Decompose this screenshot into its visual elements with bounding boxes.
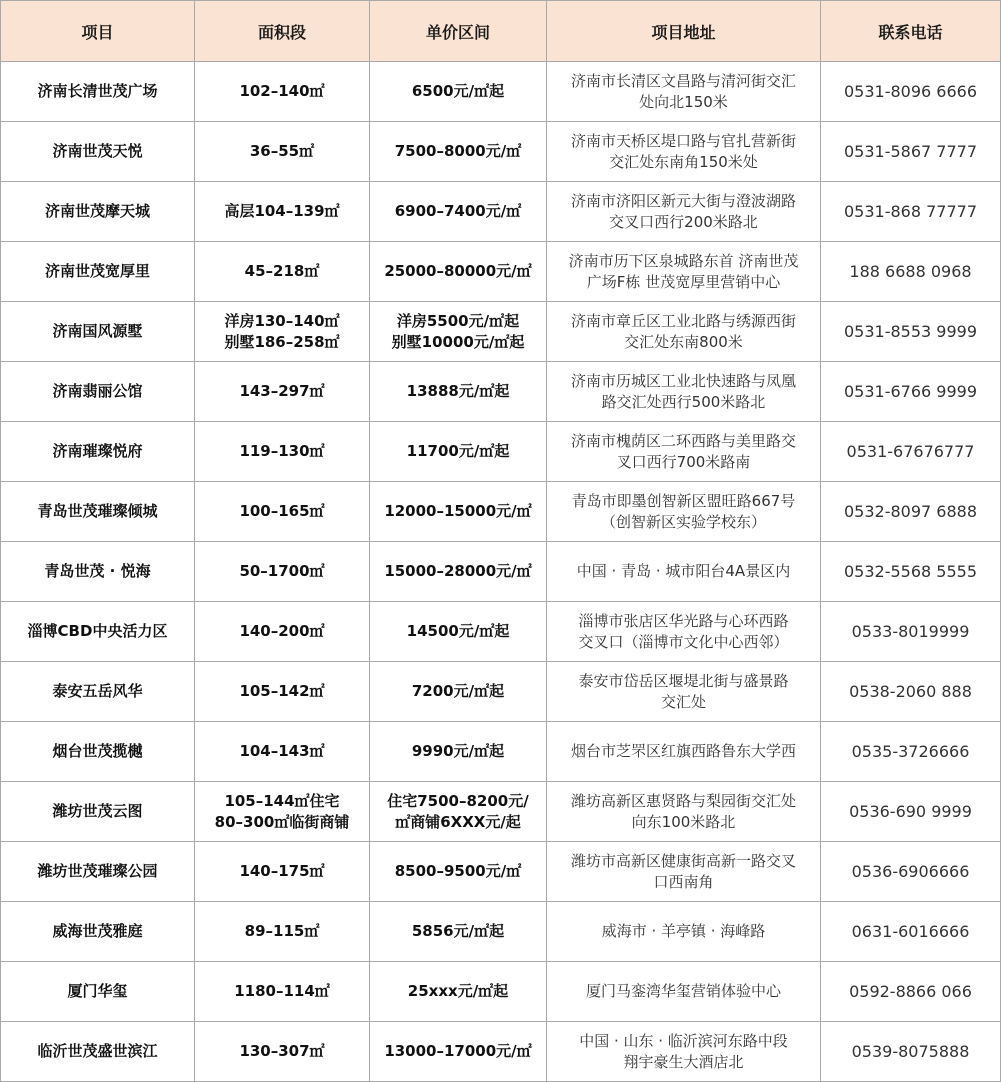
price-cell-text: 25xxx元/㎡起 <box>407 982 509 1000</box>
area-cell-text: 130–307㎡ <box>239 1042 325 1060</box>
area-cell-text: 36–55㎡ <box>249 142 315 160</box>
project-name-cell-text: 济南国风源墅 <box>52 322 143 340</box>
area-cell <box>195 722 370 782</box>
price-cell <box>370 662 547 722</box>
price-cell-text: 25000–80000元/㎡ <box>384 262 532 280</box>
area-cell-text: 102–140㎡ <box>239 82 325 100</box>
price-cell-text: 7200元/㎡起 <box>411 682 505 700</box>
project-name-cell <box>1 62 195 122</box>
header-project: 项目 <box>1 1 195 62</box>
table-row <box>1 602 1001 662</box>
price-cell <box>370 242 547 302</box>
table-row <box>1 782 1001 842</box>
price-cell-text: 11700元/㎡起 <box>406 442 510 460</box>
header-area: 面积段 <box>195 1 370 62</box>
project-name-cell-text: 青岛世茂璀璨倾城 <box>37 502 158 520</box>
project-name-cell <box>1 962 195 1022</box>
phone-cell <box>821 542 1001 602</box>
address-cell <box>547 662 821 722</box>
table-row <box>1 722 1001 782</box>
phone-cell <box>821 722 1001 782</box>
phone-cell <box>821 662 1001 722</box>
table-row <box>1 482 1001 542</box>
price-cell <box>370 782 547 842</box>
address-cell-text: 济南市济阳区新元大街与澄波湖路 交叉口西行200米路北 <box>570 191 796 231</box>
area-cell <box>195 422 370 482</box>
phone-cell <box>821 62 1001 122</box>
table-header <box>1 1 1001 62</box>
area-cell-text: 143–297㎡ <box>239 382 325 400</box>
address-cell <box>547 542 821 602</box>
phone-cell-text: 0536-690 9999 <box>849 802 972 821</box>
address-cell <box>547 242 821 302</box>
address-cell-text: 济南市历城区工业北快速路与凤凰 路交汇处西行500米路北 <box>570 371 796 411</box>
project-name-cell-text: 潍坊世茂云图 <box>52 802 143 820</box>
address-cell-text: 泰安市岱岳区堰堤北街与盛景路 交汇处 <box>578 671 789 711</box>
project-name-cell-text: 济南世茂宽厚里 <box>44 262 150 280</box>
phone-cell <box>821 602 1001 662</box>
price-cell <box>370 62 547 122</box>
address-cell <box>547 182 821 242</box>
phone-cell <box>821 902 1001 962</box>
area-cell <box>195 782 370 842</box>
address-cell-text: 济南市槐荫区二环西路与美里路交 叉口西行700米路南 <box>570 431 796 471</box>
area-cell-text: 45–218㎡ <box>244 262 320 280</box>
address-cell-text: 烟台市芝罘区红旗西路鲁东大学西 <box>570 742 796 760</box>
area-cell <box>195 662 370 722</box>
area-cell <box>195 362 370 422</box>
price-cell <box>370 902 547 962</box>
price-cell <box>370 422 547 482</box>
area-cell <box>195 1022 370 1082</box>
table-row <box>1 62 1001 122</box>
area-cell-text: 140–175㎡ <box>239 862 325 880</box>
price-cell <box>370 842 547 902</box>
area-cell-text: 105–144㎡住宅 80–300㎡临街商铺 <box>214 791 350 831</box>
table-row <box>1 962 1001 1022</box>
address-cell <box>547 962 821 1022</box>
phone-cell-text: 0631-6016666 <box>851 922 970 941</box>
area-cell-text: 119–130㎡ <box>239 442 325 460</box>
project-name-cell-text: 烟台世茂揽樾 <box>52 742 143 760</box>
header-price: 单价区间 <box>370 1 547 62</box>
phone-cell <box>821 362 1001 422</box>
project-name-cell <box>1 242 195 302</box>
address-cell-text: 中国 · 山东 · 临沂滨河东路中段 翔宇豪生大酒店北 <box>579 1031 788 1071</box>
phone-cell <box>821 962 1001 1022</box>
address-cell <box>547 362 821 422</box>
project-name-cell <box>1 182 195 242</box>
project-name-cell-text: 济南世茂天悦 <box>52 142 143 160</box>
address-cell-text: 济南市天桥区堤口路与官扎营新街 交汇处东南角150米处 <box>570 131 796 171</box>
table-row <box>1 542 1001 602</box>
project-name-cell-text: 济南翡丽公馆 <box>52 382 143 400</box>
phone-cell <box>821 422 1001 482</box>
phone-cell <box>821 1022 1001 1082</box>
address-cell <box>547 422 821 482</box>
project-name-cell-text: 临沂世茂盛世滨江 <box>37 1042 158 1060</box>
address-cell-text: 青岛市即墨创智新区盟旺路667号 （创智新区实验学校东） <box>571 491 796 531</box>
area-cell-text: 50–1700㎡ <box>239 562 325 580</box>
table-row <box>1 182 1001 242</box>
area-cell <box>195 962 370 1022</box>
phone-cell-text: 0536-6906666 <box>851 862 970 881</box>
phone-cell-text: 0533-8019999 <box>851 622 970 641</box>
project-name-cell-text: 厦门华玺 <box>67 982 128 1000</box>
area-cell-text: 104–143㎡ <box>239 742 325 760</box>
address-cell-text: 济南市长清区文昌路与清河街交汇 处向北150米 <box>570 71 796 111</box>
table-row <box>1 662 1001 722</box>
project-name-cell <box>1 1022 195 1082</box>
area-cell-text: 100–165㎡ <box>239 502 325 520</box>
price-cell-text: 住宅7500–8200元/ ㎡商铺6XXX元/起 <box>387 791 529 831</box>
phone-cell-text: 0531-868 77777 <box>843 202 977 221</box>
table-body <box>1 62 1001 1082</box>
area-cell <box>195 122 370 182</box>
price-cell <box>370 182 547 242</box>
project-name-cell-text: 泰安五岳风华 <box>52 682 143 700</box>
phone-cell-text: 0531-8553 9999 <box>843 322 977 341</box>
table-row <box>1 422 1001 482</box>
price-cell-text: 14500元/㎡起 <box>406 622 510 640</box>
project-name-cell <box>1 542 195 602</box>
project-name-cell <box>1 362 195 422</box>
project-name-cell <box>1 902 195 962</box>
area-cell <box>195 902 370 962</box>
phone-cell <box>821 182 1001 242</box>
price-cell-text: 13000–17000元/㎡ <box>384 1042 532 1060</box>
table-row <box>1 902 1001 962</box>
project-name-cell-text: 济南璀璨悦府 <box>52 442 143 460</box>
address-cell-text: 济南市章丘区工业北路与绣源西街 交汇处东南800米 <box>570 311 796 351</box>
phone-cell <box>821 122 1001 182</box>
header-row <box>1 1 1001 62</box>
address-cell-text: 潍坊市高新区健康街高新一路交叉 口西南角 <box>570 851 796 891</box>
price-cell-text: 7500–8000元/㎡ <box>394 142 522 160</box>
phone-cell <box>821 482 1001 542</box>
project-name-cell-text: 淄博CBD中央活力区 <box>27 622 168 640</box>
address-cell-text: 淄博市张店区华光路与心环西路 交叉口（淄博市文化中心西邻） <box>578 611 789 651</box>
price-cell <box>370 722 547 782</box>
address-cell <box>547 722 821 782</box>
project-name-cell <box>1 722 195 782</box>
address-cell <box>547 782 821 842</box>
address-cell <box>547 482 821 542</box>
price-cell <box>370 962 547 1022</box>
price-cell-text: 9990元/㎡起 <box>411 742 505 760</box>
phone-cell-text: 0531-5867 7777 <box>843 142 977 161</box>
address-cell <box>547 602 821 662</box>
price-cell-text: 5856元/㎡起 <box>411 922 505 940</box>
address-cell-text: 厦门马銮湾华玺营销体验中心 <box>585 982 781 1000</box>
address-cell <box>547 302 821 362</box>
project-name-cell <box>1 122 195 182</box>
price-cell <box>370 362 547 422</box>
area-cell <box>195 602 370 662</box>
area-cell-text: 140–200㎡ <box>239 622 325 640</box>
address-cell <box>547 842 821 902</box>
price-cell-text: 洋房5500元/㎡起 别墅10000元/㎡起 <box>391 311 525 351</box>
area-cell-text: 洋房130–140㎡ 别墅186–258㎡ <box>224 311 340 351</box>
project-name-cell-text: 青岛世茂 · 悦海 <box>44 562 151 580</box>
header-address: 项目地址 <box>547 1 821 62</box>
project-name-cell <box>1 422 195 482</box>
area-cell <box>195 182 370 242</box>
project-name-cell <box>1 662 195 722</box>
address-cell-text: 济南市历下区泉城路东首 济南世茂 广场F栋 世茂宽厚里营销中心 <box>568 251 799 291</box>
area-cell-text: 1180–114㎡ <box>234 982 330 1000</box>
price-cell <box>370 122 547 182</box>
phone-cell <box>821 242 1001 302</box>
area-cell-text: 89–115㎡ <box>244 922 320 940</box>
address-cell <box>547 62 821 122</box>
phone-cell-text: 0535-3726666 <box>851 742 970 761</box>
area-cell-text: 高层104–139㎡ <box>224 202 340 220</box>
phone-cell-text: 0532-8097 6888 <box>843 502 977 521</box>
area-cell <box>195 542 370 602</box>
table-row <box>1 302 1001 362</box>
price-cell <box>370 302 547 362</box>
price-cell-text: 15000–28000元/㎡ <box>384 562 532 580</box>
price-cell-text: 6500元/㎡起 <box>411 82 505 100</box>
table-row <box>1 242 1001 302</box>
phone-cell-text: 0532-5568 5555 <box>843 562 977 581</box>
address-cell-text: 潍坊高新区惠贤路与梨园街交汇处 向东100米路北 <box>570 791 796 831</box>
project-name-cell-text: 济南世茂摩天城 <box>44 202 150 220</box>
price-cell <box>370 542 547 602</box>
phone-cell-text: 0531-8096 6666 <box>843 82 977 101</box>
address-cell-text: 威海市 · 羊亭镇 · 海峰路 <box>601 922 766 940</box>
project-name-cell-text: 济南长清世茂广场 <box>37 82 158 100</box>
area-cell <box>195 842 370 902</box>
project-name-cell-text: 潍坊世茂璀璨公园 <box>37 862 158 880</box>
area-cell <box>195 242 370 302</box>
price-cell-text: 12000–15000元/㎡ <box>384 502 532 520</box>
phone-cell-text: 0539-8075888 <box>851 1042 970 1061</box>
project-name-cell <box>1 602 195 662</box>
address-cell <box>547 1022 821 1082</box>
address-cell <box>547 902 821 962</box>
project-name-cell <box>1 482 195 542</box>
area-cell <box>195 302 370 362</box>
phone-cell <box>821 842 1001 902</box>
phone-cell <box>821 302 1001 362</box>
price-cell-text: 13888元/㎡起 <box>406 382 510 400</box>
table-row <box>1 362 1001 422</box>
address-cell <box>547 122 821 182</box>
price-cell <box>370 1022 547 1082</box>
phone-cell-text: 0538-2060 888 <box>849 682 972 701</box>
price-cell-text: 8500–9500元/㎡ <box>394 862 522 880</box>
header-phone: 联系电话 <box>821 1 1001 62</box>
price-cell-text: 6900–7400元/㎡ <box>394 202 522 220</box>
project-name-cell <box>1 782 195 842</box>
price-cell <box>370 602 547 662</box>
table-row <box>1 122 1001 182</box>
table-row <box>1 842 1001 902</box>
area-cell <box>195 62 370 122</box>
area-cell-text: 105–142㎡ <box>239 682 325 700</box>
address-cell-text: 中国 · 青岛 · 城市阳台4A景区内 <box>576 562 791 580</box>
project-name-cell <box>1 302 195 362</box>
project-name-cell <box>1 842 195 902</box>
phone-cell-text: 0592-8866 066 <box>849 982 972 1001</box>
project-name-cell-text: 威海世茂雅庭 <box>52 922 143 940</box>
phone-cell <box>821 782 1001 842</box>
phone-cell-text: 0531-6766 9999 <box>843 382 977 401</box>
table-row <box>1 1022 1001 1082</box>
price-cell <box>370 482 547 542</box>
phone-cell-text: 0531-67676777 <box>846 442 975 461</box>
area-cell <box>195 482 370 542</box>
phone-cell-text: 188 6688 0968 <box>849 262 972 281</box>
